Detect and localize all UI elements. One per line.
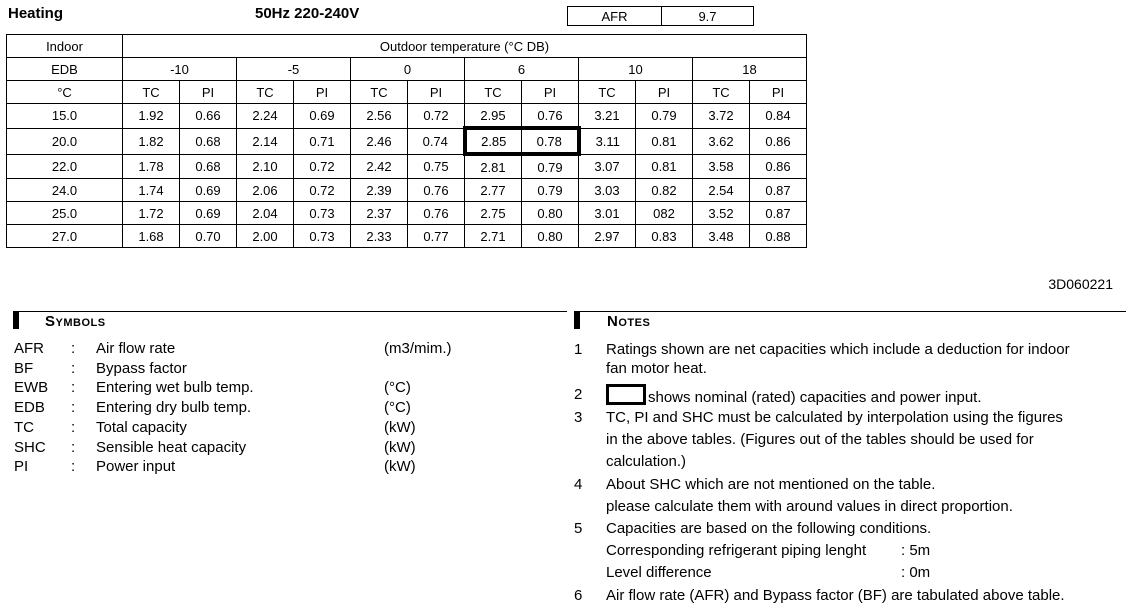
pi-cell: 082 — [636, 202, 693, 225]
indoor-edb-cell: 24.0 — [7, 179, 123, 202]
pi-cell: 0.78 — [522, 128, 579, 154]
symbol-row — [14, 340, 554, 360]
power-spec: 50Hz 220-240V — [255, 5, 360, 22]
symbol-description: Entering dry bulb temp. — [96, 399, 252, 417]
symbol-abbr: TC — [14, 418, 34, 436]
tc-cell: 1.92 — [123, 104, 180, 129]
tc-cell: 1.72 — [123, 202, 180, 225]
symbol-description: Power input — [96, 458, 176, 476]
outdoor-temp-header: -10 — [123, 58, 237, 81]
note-text: please calculate them with around values in direct proportion. — [606, 498, 1013, 515]
outdoor-temp-header: 6 — [465, 58, 579, 81]
note-text: Capacities are based on the following conditions. — [606, 520, 932, 537]
pi-cell: 0.66 — [180, 104, 237, 129]
outdoor-temps-row — [7, 58, 807, 81]
pi-cell: 0.70 — [180, 225, 237, 248]
pi-cell: 0.76 — [408, 202, 465, 225]
note-text: in the above tables. (Figures out of the tables should be used for — [606, 431, 1034, 448]
table-row — [7, 128, 807, 154]
column-label-row — [7, 81, 807, 104]
symbol-row — [14, 419, 554, 439]
tc-cell: 2.14 — [237, 128, 294, 154]
pi-cell: 0.88 — [750, 225, 807, 248]
tc-cell: 2.56 — [351, 104, 408, 129]
tc-cell: 1.74 — [123, 179, 180, 202]
condition-label: Level difference — [606, 564, 712, 581]
symbol-unit: (m3/mim.) — [384, 340, 452, 357]
tc-cell: 2.46 — [351, 128, 408, 154]
pi-cell: 0.71 — [294, 128, 351, 154]
pi-cell: 0.69 — [180, 179, 237, 202]
symbol-colon: : — [71, 438, 76, 456]
tc-header: TC — [693, 81, 750, 104]
pi-cell: 0.79 — [636, 104, 693, 129]
symbol-description: Air flow rate — [96, 340, 176, 357]
symbol-row — [14, 399, 554, 419]
note-number: 2 — [574, 386, 583, 403]
tc-cell: 2.24 — [237, 104, 294, 129]
pi-cell: 0.72 — [408, 104, 465, 129]
note-text: About SHC which are not mentioned on the table. — [606, 476, 936, 493]
indoor-edb-cell: 20.0 — [7, 128, 123, 154]
tc-header: TC — [123, 81, 180, 104]
pi-header: PI — [180, 81, 237, 104]
indoor-header: Indoor — [7, 35, 123, 58]
symbol-row — [14, 439, 554, 459]
tc-cell: 3.03 — [579, 179, 636, 202]
symbol-colon: : — [71, 379, 76, 397]
tc-header: TC — [351, 81, 408, 104]
symbol-abbr: BF — [14, 359, 34, 377]
outdoor-temp-header: 10 — [579, 58, 693, 81]
pi-cell: 0.68 — [180, 128, 237, 154]
symbol-colon: : — [71, 418, 76, 436]
pi-cell: 0.79 — [522, 179, 579, 202]
tc-cell: 3.62 — [693, 128, 750, 154]
symbol-row — [14, 458, 554, 478]
pi-cell: 0.76 — [522, 104, 579, 129]
note-number: 1 — [574, 341, 583, 358]
note-number: 4 — [574, 476, 583, 493]
tc-cell: 3.58 — [693, 154, 750, 179]
heating-capacity-table — [6, 34, 807, 248]
note-number: 6 — [574, 587, 583, 604]
tc-cell: 2.37 — [351, 202, 408, 225]
symbol-description: Entering wet bulb temp. — [96, 379, 254, 397]
tc-cell: 2.54 — [693, 179, 750, 202]
tc-header: TC — [465, 81, 522, 104]
symbol-abbr: SHC — [14, 438, 46, 456]
tc-cell: 2.06 — [237, 179, 294, 202]
pi-cell: 0.69 — [180, 202, 237, 225]
tc-cell: 2.95 — [465, 104, 522, 129]
tc-cell: 2.85 — [465, 128, 522, 154]
pi-cell: 0.76 — [408, 179, 465, 202]
tc-cell: 3.72 — [693, 104, 750, 129]
note-text: calculation.) — [606, 453, 687, 470]
pi-cell: 0.73 — [294, 202, 351, 225]
pi-cell: 0.79 — [522, 154, 579, 179]
tc-cell: 1.78 — [123, 154, 180, 179]
symbol-unit: (kW) — [384, 418, 416, 436]
symbol-colon: : — [71, 340, 76, 357]
pi-cell: 0.74 — [408, 128, 465, 154]
notes-heading: Notes — [607, 313, 651, 330]
afr-box — [567, 6, 754, 26]
tc-cell: 3.48 — [693, 225, 750, 248]
document-code: 3D060221 — [1048, 276, 1113, 292]
pi-cell: 0.86 — [750, 128, 807, 154]
tc-cell: 2.75 — [465, 202, 522, 225]
tc-cell: 2.10 — [237, 154, 294, 179]
note-number: 3 — [574, 409, 583, 426]
pi-cell: 0.68 — [180, 154, 237, 179]
pi-cell: 0.81 — [636, 128, 693, 154]
indoor-edb-cell: 15.0 — [7, 104, 123, 129]
afr-label: AFR — [568, 7, 662, 25]
table-row — [7, 202, 807, 225]
pi-cell: 0.72 — [294, 154, 351, 179]
note-number: 5 — [574, 520, 583, 537]
note-text: shows nominal (rated) capacities and power input. — [648, 389, 982, 406]
note-text: Ratings shown are net capacities which include a deduction for indoor — [606, 341, 1070, 358]
pi-header: PI — [294, 81, 351, 104]
symbol-unit: (kW) — [384, 458, 416, 476]
tc-cell: 2.00 — [237, 225, 294, 248]
indoor-edb-cell: 27.0 — [7, 225, 123, 248]
pi-cell: 0.80 — [522, 202, 579, 225]
tc-header: TC — [237, 81, 294, 104]
afr-value: 9.7 — [698, 8, 717, 24]
symbol-unit: (°C) — [384, 379, 411, 397]
tc-cell: 1.68 — [123, 225, 180, 248]
symbol-abbr: PI — [14, 458, 29, 476]
pi-cell: 0.83 — [636, 225, 693, 248]
symbol-unit: (°C) — [384, 399, 411, 417]
outdoor-header: Outdoor temperature (°C DB) — [123, 35, 807, 58]
tc-cell: 2.04 — [237, 202, 294, 225]
pi-cell: 0.86 — [750, 154, 807, 179]
pi-cell: 0.87 — [750, 202, 807, 225]
symbol-description: Sensible heat capacity — [96, 438, 247, 456]
pi-cell: 0.69 — [294, 104, 351, 129]
tc-cell: 2.33 — [351, 225, 408, 248]
symbol-row — [14, 360, 554, 380]
note-text: Air flow rate (AFR) and Bypass factor (BF) are tabulated above table. — [606, 587, 1065, 604]
pi-cell: 0.87 — [750, 179, 807, 202]
outdoor-temp-header: -5 — [237, 58, 351, 81]
symbol-colon: : — [71, 458, 76, 476]
table-header-row — [7, 35, 807, 58]
table-row — [7, 154, 807, 179]
symbol-description: Total capacity — [96, 418, 187, 436]
pi-cell: 0.77 — [408, 225, 465, 248]
table-row — [7, 225, 807, 248]
tc-cell: 3.11 — [579, 128, 636, 154]
tc-cell: 2.77 — [465, 179, 522, 202]
note-text: TC, PI and SHC must be calculated by interpolation using the figures — [606, 409, 1063, 426]
pi-cell: 0.80 — [522, 225, 579, 248]
symbol-row — [14, 379, 554, 399]
pi-cell: 0.72 — [294, 179, 351, 202]
tc-cell: 3.01 — [579, 202, 636, 225]
unit-header: °C — [7, 81, 123, 104]
tc-cell: 3.52 — [693, 202, 750, 225]
condition-value: : 0m — [901, 564, 931, 581]
symbol-abbr: EWB — [14, 379, 49, 397]
pi-header: PI — [636, 81, 693, 104]
symbol-description: Bypass factor — [96, 359, 187, 377]
tc-cell: 2.71 — [465, 225, 522, 248]
symbols-heading: Symbols — [45, 313, 106, 330]
notes-section-marker — [574, 311, 580, 329]
pi-header: PI — [408, 81, 465, 104]
outdoor-temp-header: 18 — [693, 58, 807, 81]
condition-label: Corresponding refrigerant piping lenght — [606, 542, 867, 559]
tc-cell: 3.07 — [579, 154, 636, 179]
pi-header: PI — [522, 81, 579, 104]
nominal-box-icon — [606, 384, 646, 405]
mode-title: Heating — [8, 5, 64, 22]
table-row — [7, 104, 807, 129]
symbol-unit: (kW) — [384, 438, 416, 456]
note-text: fan motor heat. — [606, 360, 707, 377]
tc-cell: 2.97 — [579, 225, 636, 248]
edb-header: EDB — [7, 58, 123, 81]
symbol-colon: : — [71, 399, 76, 417]
outdoor-temp-header: 0 — [351, 58, 465, 81]
pi-header: PI — [750, 81, 807, 104]
tc-cell: 2.81 — [465, 154, 522, 179]
symbol-colon: : — [71, 359, 76, 377]
tc-cell: 1.82 — [123, 128, 180, 154]
symbol-abbr: EDB — [14, 399, 45, 417]
condition-value: : 5m — [901, 542, 931, 559]
tc-header: TC — [579, 81, 636, 104]
tc-cell: 2.42 — [351, 154, 408, 179]
pi-cell: 0.81 — [636, 154, 693, 179]
symbol-abbr: AFR — [14, 340, 44, 357]
symbols-section-marker — [13, 311, 19, 329]
indoor-edb-cell: 25.0 — [7, 202, 123, 225]
table-row — [7, 179, 807, 202]
pi-cell: 0.84 — [750, 104, 807, 129]
pi-cell: 0.75 — [408, 154, 465, 179]
pi-cell: 0.82 — [636, 179, 693, 202]
indoor-edb-cell: 22.0 — [7, 154, 123, 179]
tc-cell: 2.39 — [351, 179, 408, 202]
tc-cell: 3.21 — [579, 104, 636, 129]
pi-cell: 0.73 — [294, 225, 351, 248]
symbols-divider — [13, 311, 567, 312]
notes-divider — [574, 311, 1126, 312]
